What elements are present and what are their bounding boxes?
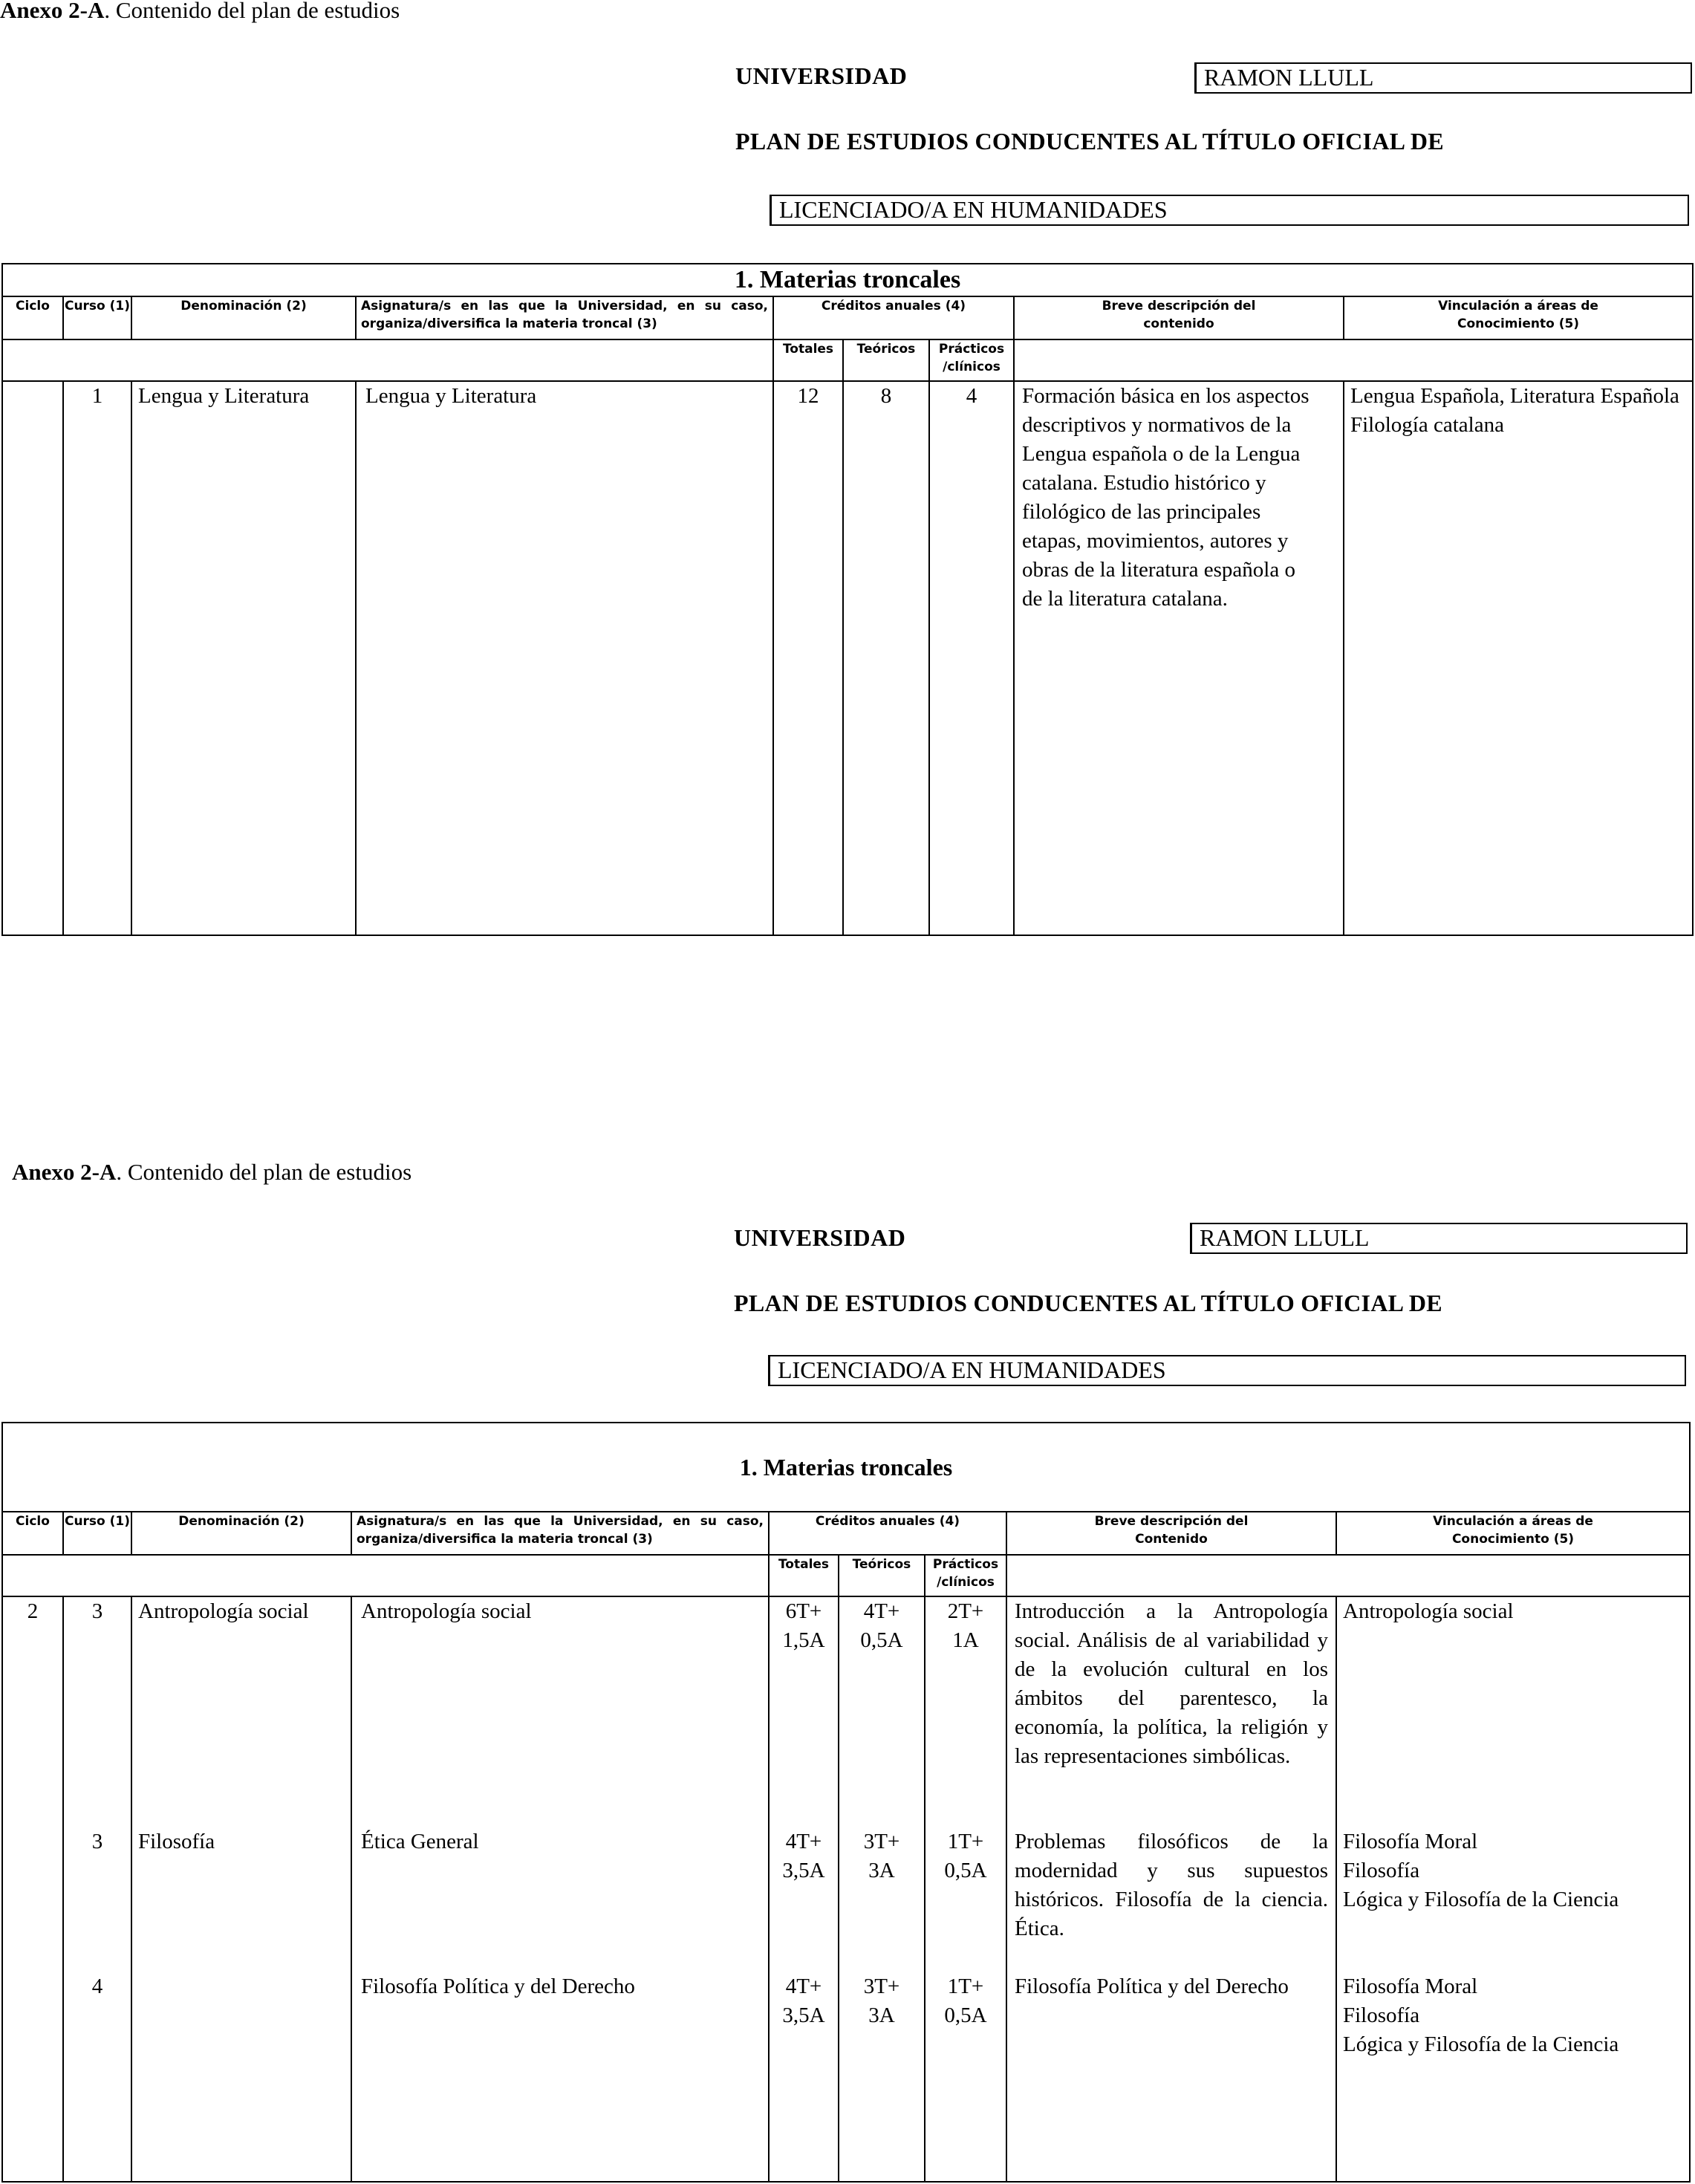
table-row (2, 381, 1693, 935)
annex-subtitle: . Contenido del plan de estudios (116, 1159, 412, 1185)
annex-subtitle: . Contenido del plan de estudios (104, 0, 400, 23)
header-descripcion: Breve descripción del Contenido (1006, 1512, 1336, 1555)
annex-label: Anexo 2-A (0, 0, 105, 23)
header-ciclo: Ciclo (2, 1512, 63, 1555)
vinculacion-item: Filología catalana (1350, 413, 1504, 437)
teoricos-value: 3A (868, 1859, 895, 1882)
header-spacer (2, 1555, 769, 1596)
teoricos-value: 3T+ (863, 1975, 900, 1998)
header-spacer (1006, 1555, 1690, 1596)
practicos-value: 1A (952, 1628, 979, 1652)
cell-vinculacion (1344, 381, 1693, 935)
teoricos-value: 3A (868, 2003, 895, 2027)
header-asignatura: Asignatura/s en las que la Universidad, en su caso, organiza/diversifica la materia troncal (3) (351, 1512, 769, 1555)
table-title: 1. Materias troncales (2, 1423, 1690, 1512)
university-value-box: RAMON LLULL (1190, 1223, 1688, 1254)
header-spacer (2, 339, 773, 381)
annex-heading (12, 1159, 411, 1186)
teoricos-value: 3T+ (863, 1830, 900, 1853)
cell-asignatura (351, 1596, 769, 2182)
header-totales: Totales (769, 1555, 839, 1596)
totales-value: 4T+ (785, 1975, 822, 1998)
table-title: 1. Materias troncales (2, 264, 1693, 296)
header-curso: Curso (1) (63, 1512, 131, 1555)
header-creditos: Créditos anuales (4) (769, 1512, 1006, 1555)
vinculacion-item: Filosofía Moral (1343, 1830, 1478, 1853)
header-ciclo: Ciclo (2, 296, 63, 339)
cell-teoricos: 8 (843, 381, 929, 935)
cell-teoricos (839, 1596, 925, 2182)
cell-vinculacion (1336, 1596, 1690, 2182)
header-teoricos: Teóricos (843, 339, 929, 381)
plan-title: PLAN DE ESTUDIOS CONDUCENTES AL TÍTULO OFICIAL DE (734, 1290, 1442, 1316)
header-asignatura: Asignatura/s en las que la Universidad, en su caso, organiza/diversifica la materia troncal (3) (356, 296, 773, 339)
header-creditos: Créditos anuales (4) (773, 296, 1014, 339)
practicos-value: 2T+ (947, 1599, 984, 1623)
vinculacion-item: Lengua Española, Literatura Española (1350, 384, 1679, 408)
header-vinculacion: Vinculación a áreas de Conocimiento (5) (1344, 296, 1693, 339)
descripcion-value: Problemas filosóficos de la modernidad y sus supuestos históricos. Filosofía de la ciencia. Ética. (1015, 1830, 1328, 1940)
curso-value: 3 (91, 1599, 103, 1623)
practicos-value: 0,5A (944, 2003, 987, 2027)
university-label: UNIVERSIDAD (735, 62, 908, 89)
descripcion-value: Introducción a la Antropología social. Análisis de al variabilidad y de la evolución cultural en los ámbitos del parentesco, la economía, la política, la religión y las representaciones simbólicas. (1015, 1599, 1328, 1768)
cell-asignatura: Lengua y Literatura (356, 381, 773, 935)
materias-troncales-table (1, 1422, 1691, 2183)
cell-totales (769, 1596, 839, 2182)
header-denominacion: Denominación (2) (131, 296, 356, 339)
university-value-box: RAMON LLULL (1194, 62, 1692, 94)
vinculacion-item: Filosofía Moral (1343, 1975, 1478, 1998)
ciclo-value: 2 (27, 1599, 39, 1623)
cell-practicos (925, 1596, 1006, 2182)
vinculacion-item: Filosofía (1343, 1859, 1420, 1882)
vinculacion-item: Lógica y Filosofía de la Ciencia (1343, 1888, 1619, 1911)
totales-value: 1,5A (782, 1628, 825, 1652)
descripcion-value: Filosofía Política y del Derecho (1015, 1975, 1289, 1998)
cell-curso (63, 1596, 131, 2182)
curso-value: 3 (91, 1830, 103, 1853)
annex-heading (0, 0, 400, 24)
university-label: UNIVERSIDAD (734, 1224, 906, 1251)
cell-descripcion: Formación básica en los aspectos descriptivos y normativos de la Lengua española o de la Lengua catalana. Estudio histórico y filológico de las principales etapas, movimientos, autores y obras de la literatura española o de la literatura catalana. (1014, 381, 1344, 935)
cell-descripcion (1006, 1596, 1336, 2182)
practicos-value: 1T+ (947, 1830, 984, 1853)
cell-totales: 12 (773, 381, 843, 935)
header-vinculacion: Vinculación a áreas de Conocimiento (5) (1336, 1512, 1690, 1555)
cell-curso: 1 (63, 381, 131, 935)
cell-denominacion: Lengua y Literatura (131, 381, 356, 935)
vinculacion-item: Antropología social (1343, 1599, 1514, 1623)
asignatura-value: Ética General (361, 1830, 479, 1853)
practicos-value: 1T+ (947, 1975, 984, 1998)
cell-practicos: 4 (929, 381, 1014, 935)
totales-value: 6T+ (785, 1599, 822, 1623)
vinculacion-item: Filosofía (1343, 2003, 1420, 2027)
table-row (2, 1596, 1690, 2182)
denominacion-value: Antropología social (138, 1599, 309, 1623)
curso-value: 4 (91, 1975, 103, 1998)
header-spacer (1014, 339, 1693, 381)
asignatura-value: Antropología social (361, 1599, 532, 1623)
plan-title: PLAN DE ESTUDIOS CONDUCENTES AL TÍTULO OFICIAL DE (735, 128, 1444, 155)
cell-ciclo (2, 1596, 63, 2182)
header-teoricos: Teóricos (839, 1555, 925, 1596)
annex-label: Anexo 2-A (12, 1159, 117, 1185)
header-practicos: Prácticos /clínicos (929, 339, 1014, 381)
asignatura-value: Filosofía Política y del Derecho (361, 1975, 635, 1998)
header-denominacion: Denominación (2) (131, 1512, 351, 1555)
materias-troncales-table (1, 263, 1694, 936)
teoricos-value: 4T+ (863, 1599, 900, 1623)
denominacion-value: Filosofía (138, 1830, 215, 1853)
degree-box: LICENCIADO/A EN HUMANIDADES (768, 1355, 1686, 1386)
totales-value: 4T+ (785, 1830, 822, 1853)
header-descripcion: Breve descripción del contenido (1014, 296, 1344, 339)
teoricos-value: 0,5A (860, 1628, 903, 1652)
header-curso: Curso (1) (63, 296, 131, 339)
header-totales: Totales (773, 339, 843, 381)
totales-value: 3,5A (782, 1859, 825, 1882)
totales-value: 3,5A (782, 2003, 825, 2027)
practicos-value: 0,5A (944, 1859, 987, 1882)
cell-denominacion (131, 1596, 351, 2182)
vinculacion-item: Lógica y Filosofía de la Ciencia (1343, 2032, 1619, 2056)
cell-ciclo (2, 381, 63, 935)
header-practicos: Prácticos /clínicos (925, 1555, 1006, 1596)
degree-box: LICENCIADO/A EN HUMANIDADES (770, 195, 1689, 226)
